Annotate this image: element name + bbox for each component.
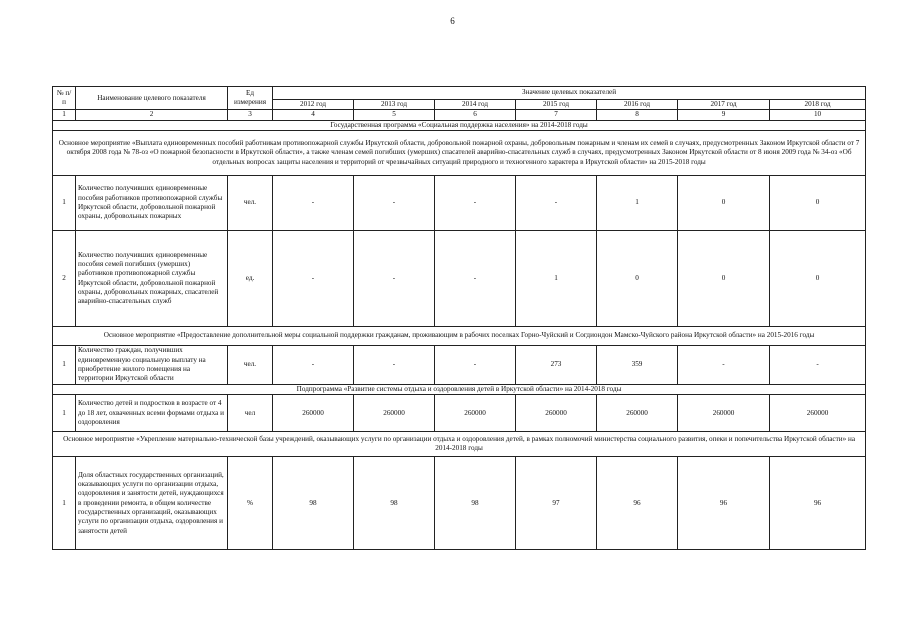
value-2015: 97 [516, 457, 597, 550]
colnum-6: 6 [435, 110, 516, 120]
table-row [53, 231, 866, 327]
value-2015: - [516, 176, 597, 231]
year-2014: 2014 год [435, 100, 516, 110]
section-subprogram-row [53, 385, 866, 395]
value-2014: - [435, 176, 516, 231]
activity-title: Основное мероприятие «Укрепление материально-технической базы учреждений, оказывающих услуги по организации отдыха и оздоровления детей, в рамках полномочий министерства социального развития, опеки и попечительства Иркутской области» на 2014-2018 годы [53, 432, 866, 457]
section-subprogram-title: Подпрограмма «Развитие системы отдыха и оздоровления детей в Иркутской области» на 2014-2018 годы [53, 385, 866, 395]
indicator-name: Количество получивших единовременные пособия семей погибших (умерших) работников противопожарной службы Иркутской области, добровольной пожарной охраны, добровольных пожарных, спасателей аварийно-спасательных служб [76, 231, 228, 327]
colnum-1: 1 [53, 110, 76, 120]
value-2015: 273 [516, 346, 597, 385]
value-2014: - [435, 346, 516, 385]
row-num: 2 [53, 231, 76, 327]
value-2017: 96 [678, 457, 770, 550]
colnum-3: 3 [228, 110, 273, 120]
section-program-title: Государственная программа «Социальная поддержка населения» на 2014-2018 годы [53, 120, 866, 130]
value-2014: 260000 [435, 395, 516, 432]
colnum-9: 9 [678, 110, 770, 120]
page-number: 6 [450, 16, 455, 26]
table-row [53, 457, 866, 550]
value-2017: - [678, 346, 770, 385]
colnum-4: 4 [273, 110, 354, 120]
value-2015: 260000 [516, 395, 597, 432]
column-numbers-row [53, 110, 866, 120]
indicator-name: Количество детей и подростков в возрасте от 4 до 18 лет, охваченных всеми формами отдыха и оздоровления [76, 395, 228, 432]
row-num: 1 [53, 457, 76, 550]
unit-cell: ед. [228, 231, 273, 327]
value-2013: 98 [354, 457, 435, 550]
unit-cell: % [228, 457, 273, 550]
year-2016: 2016 год [597, 100, 678, 110]
value-2013: 260000 [354, 395, 435, 432]
value-2012: 260000 [273, 395, 354, 432]
value-2012: - [273, 176, 354, 231]
value-2012: - [273, 231, 354, 327]
value-2014: 98 [435, 457, 516, 550]
indicators-table [52, 86, 866, 550]
colnum-10: 10 [770, 110, 866, 120]
year-2015: 2015 год [516, 100, 597, 110]
value-2018: 0 [770, 176, 866, 231]
unit-cell: чел [228, 395, 273, 432]
indicator-name: Количество получивших единовременные пособия работников противопожарной службы Иркутской области, добровольной пожарной охраны, добровольных пожарных [76, 176, 228, 231]
value-2012: - [273, 346, 354, 385]
value-2016: 359 [597, 346, 678, 385]
header-row [53, 87, 866, 100]
year-2018: 2018 год [770, 100, 866, 110]
year-2013: 2013 год [354, 100, 435, 110]
value-2018: 96 [770, 457, 866, 550]
activity-row [53, 131, 866, 176]
indicator-name: Количество граждан, получивших единовременную социальную выплату на приобретение жилого помещения на территории Иркутской области [76, 346, 228, 385]
table-row [53, 176, 866, 231]
header-values: Значение целевых показателей [273, 87, 866, 100]
year-2012: 2012 год [273, 100, 354, 110]
value-2018: 260000 [770, 395, 866, 432]
colnum-5: 5 [354, 110, 435, 120]
value-2013: - [354, 231, 435, 327]
colnum-8: 8 [597, 110, 678, 120]
value-2018: - [770, 346, 866, 385]
header-unit: Ед измерения [228, 87, 273, 110]
header-num: № п/п [53, 87, 76, 110]
value-2016: 1 [597, 176, 678, 231]
year-2017: 2017 год [678, 100, 770, 110]
value-2014: - [435, 231, 516, 327]
value-2013: - [354, 176, 435, 231]
value-2015: 1 [516, 231, 597, 327]
value-2017: 0 [678, 176, 770, 231]
value-2016: 96 [597, 457, 678, 550]
activity-row [53, 327, 866, 346]
header-name: Наименование целевого показателя [76, 87, 228, 110]
colnum-2: 2 [76, 110, 228, 120]
indicator-name: Доля областных государственных организаций, оказывающих услуги по организации отдыха, оздоровления и занятости детей, нуждающихся в проведении ремонта, в общем количестве государственных организаций, оказывающих услуги по организации отдыха, оздоровления и занятости детей [76, 457, 228, 550]
colnum-7: 7 [516, 110, 597, 120]
unit-cell: чел. [228, 346, 273, 385]
value-2017: 260000 [678, 395, 770, 432]
table-row [53, 395, 866, 432]
activity-title: Основное мероприятие «Выплата единовременных пособий работникам противопожарной службы Иркутской области, добровольной пожарной охраны, добровольным пожарным и членам их семей в случаях, предусмотренных Законом Иркутской области от 7 октября 2008 года № 78-оз «О пожарной безопасности в Иркутской области», а также членам семей погибших (умерших) спасателей аварийно-спасательных служб в случаях, предусмотренных Законом Иркутской области от 8 июня 2009 года № 34-оз «Об отдельных вопросах защиты населения и территорий от чрезвычайных ситуаций природного и техногенного характера в Иркутской области» на 2015-2018 годы [53, 131, 866, 176]
value-2013: - [354, 346, 435, 385]
table-row [53, 346, 866, 385]
row-num: 1 [53, 176, 76, 231]
value-2018: 0 [770, 231, 866, 327]
value-2017: 0 [678, 231, 770, 327]
value-2012: 98 [273, 457, 354, 550]
row-num: 1 [53, 346, 76, 385]
value-2016: 0 [597, 231, 678, 327]
activity-row [53, 432, 866, 457]
section-program-row [53, 120, 866, 130]
unit-cell: чел. [228, 176, 273, 231]
value-2016: 260000 [597, 395, 678, 432]
activity-title: Основное мероприятие «Предоставление дополнительной меры социальной поддержки гражданам, проживающим в рабочих поселках Горно-Чуйский и Согдиондон Мамско-Чуйского района Иркутской области» на 2015-2016 годы [53, 327, 866, 346]
row-num: 1 [53, 395, 76, 432]
